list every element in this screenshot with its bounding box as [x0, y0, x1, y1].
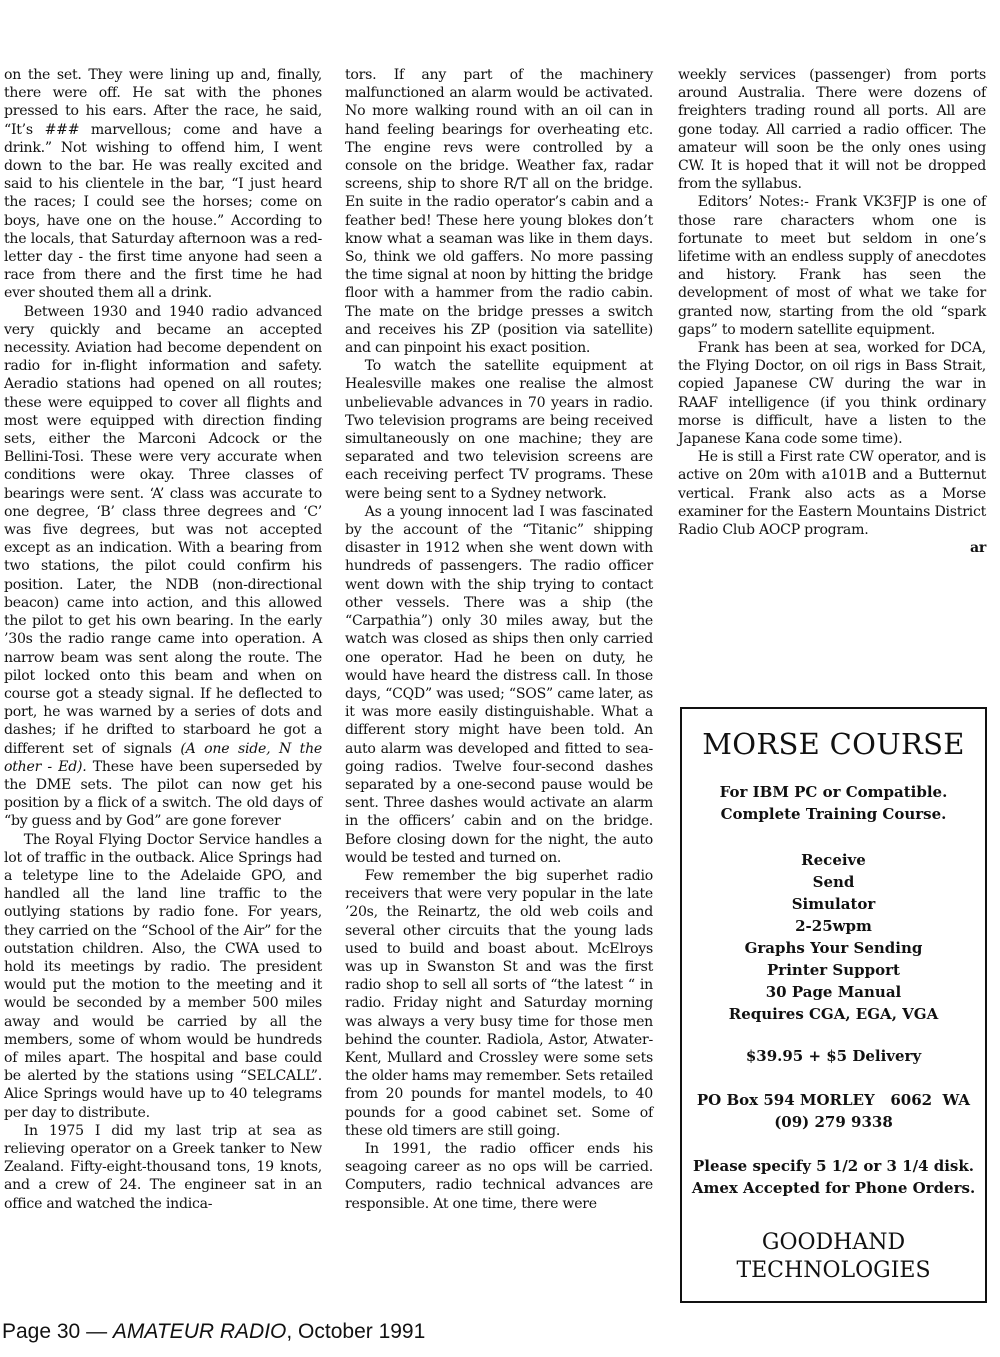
ad-feature: Receive — [801, 851, 866, 869]
ad-address: PO Box 594 MORLEY 6062 WA — [696, 1091, 971, 1109]
ad-company-line: TECHNOLOGIES — [736, 1258, 931, 1283]
paragraph: Few remember the big superhet radio receivers that were very popular in the late ’20s, the Reinartz, the old web coils and several other circuits that the young lads used to build and boast about. McElroys was up in Swanston St and was the first radio shop to sell all sorts of “the latest “ in radio. Friday night and Saturday morning was always a very busy time for those men behind the counter. Radiola, Astor, Atwater-Kent, Mullard and Crossley were some sets the older hams may remember. Sets retailed from 20 pounds for mantel models, to 40 pounds for a good cabinet set. Some of these old timers are still going. — [345, 867, 653, 1139]
paragraph: To watch the satellite equipment at Healesville makes one realise the almost unbelievable advances in 70 years in radio. Two television programs are being received simultaneously on one machine; they are separated and two television screens are each receiving perfect TV programs. These were being sent to a Sydney network. — [345, 358, 653, 502]
ad-subtitle: Complete Training Course. — [720, 805, 947, 823]
ad-feature: Simulator — [791, 895, 876, 913]
footer-page-number: Page 30 — — [2, 1320, 113, 1343]
ad-feature: Send — [812, 873, 855, 891]
ad-price: $39.95 + $5 Delivery — [745, 1047, 922, 1065]
morse-course-advertisement — [680, 707, 987, 1303]
ad-feature: 2-25wpm — [795, 917, 872, 935]
ad-company-line: GOODHAND — [761, 1230, 906, 1255]
footer-date: , October 1991 — [286, 1320, 426, 1343]
author-signature: ar — [969, 540, 986, 557]
paragraph-text: Between 1930 and 1940 radio advanced very quickly and became an accepted necessity. Aviation had become dependent on radio for in-flight information and safety. Aeradio stations had opened on all routes; these were equipped to cover all flights and most were equipped with direction finding sets, either the Marconi Adcock or the Bellini-Tosi. These were very accurate when conditions were okay. Three classes of bearings were sent. ‘A’ class was accurate to one degree, ‘B’ class three degrees and ‘C’ was five degrees, but was not accepted except as an indication. With a bearing from two stations, the pilot could confirm his position. Later, the NDB (non-directional beacon) came into action, and this allowed the pilot to get his own bearing. In the early ’30s the radio range came into operation. A narrow beam was sent along the route. The pilot locked onto this beam and when on course got a steady signal. If he deflected to port, he was warned by a series of dots and dashes; if he drifted to starboard he got a different set of signals — [4, 303, 322, 757]
ad-company — [682, 1229, 985, 1285]
page-footer — [2, 1320, 425, 1344]
ad-title: MORSE COURSE — [702, 727, 965, 761]
paragraph: As a young innocent lad I was fascinated by the account of the “Titanic” shipping disaster in 1912 when she went down with hundreds of passengers. The radio officer went down with the ship trying to contact other vessels. There was a ship (the “Carpathia”) only 30 miles away, but the watch was closed as ships then only carried one operator. Had he been on duty, he would have heard the distress call. In those days, “CQD” was used; “SOS” came later, as it was more easily distinguishable. What a different story might have been told. An auto alarm was developed and fitted to sea-going radios. Twelve four-second dashes separated by a one-second pause would be sent. Three dashes would activate an alarm in the officers’ cabin and on the bridge. Before closing down for the night, the auto would be tested and turned on. — [345, 503, 653, 866]
paragraph: weekly services (passenger) from ports around Australia. There were dozens of freighters trading round all ports. All are gone today. All carried a radio officer. The amateur will soon be the only ones using CW. It is hoped that it will not be dropped from the syllabus. — [678, 67, 986, 193]
paragraph: In 1975 I did my last trip at sea as relieving operator on a Greek tanker to New Zealand. Fifty-eight-thousand tons, 19 knots, and a crew of 24. The engineer sat in an office and watched the indica- — [4, 1122, 322, 1212]
paragraph: He is still a First rate CW operator, and is active on 20m with a101B and a Butternut vertical. Frank also acts as a Morse examiner for the Eastern Mountains District Radio Club AOCP program. — [678, 449, 986, 539]
ad-subtitle: For IBM PC or Compatible. — [719, 783, 948, 801]
paragraph: In 1991, the radio officer ends his seagoing career as no ops will be carried. Computers, radio technical advances are responsible. At one time, there were — [345, 1140, 653, 1212]
ad-feature: 30 Page Manual — [765, 983, 902, 1001]
paragraph-text: These have been superseded by the DME sets. The pilot can now get his position by a flick of a switch. The old days of “by guess and by God” are gone forever — [4, 758, 322, 830]
article-column-3 — [678, 66, 986, 557]
ad-feature: Graphs Your Sending — [744, 939, 923, 957]
article-column-2 — [345, 66, 653, 1213]
paragraph: on the set. They were lining up and, finally, there were off. He sat with the phones pressed to his ears. After the race, he said, “It’s ### marvellous; come and have a drink.” Not wishing to offend him, I went down to the bar. He was really excited and said to his clientele in the bar, “I just heard the races; I could see the horses; come on boys, have one on the house.” According to the locals, that Saturday afternoon was a red-letter day - the first time anyone had seen a race from there and the first time he had ever shouted them all a drink. — [4, 67, 322, 302]
ad-note: Please specify 5 1/2 or 3 1/4 disk. — [693, 1157, 974, 1175]
ad-feature: Requires CGA, EGA, VGA — [728, 1005, 939, 1023]
paragraph — [4, 303, 322, 831]
ad-note: Amex Accepted for Phone Orders. — [691, 1179, 976, 1197]
footer-magazine-title: AMATEUR RADIO — [112, 1320, 287, 1343]
paragraph: Frank has been at sea, worked for DCA, the Flying Doctor, on oil rigs in Bass Strait, copied Japanese CW during the war in RAAF intelligence (if you think ordinary morse is difficult, have a listen to the Japanese Kana code some time). — [678, 340, 986, 448]
paragraph: The Royal Flying Doctor Service handles a lot of traffic in the outback. Alice Springs had a teletype line to the Adelaide GPO, and handled all the land line traffic to the outlying stations by radio fone. For years, they carried on the “School of the Air” for the outstation children. Also, the CWA used to hold its meetings by radio. The president would put the motion to the meeting and it would be seconded by a member 500 miles away and would be carried by all the members, some of whom would be hundreds of miles apart. The hospital and base could be alerted by the stations using “SELCALL”. Alice Springs would have up to 40 telegrams per day to distribute. — [4, 831, 322, 1121]
article-column-1 — [4, 66, 322, 1213]
ad-feature: Printer Support — [767, 961, 900, 979]
ad-phone: (09) 279 9338 — [774, 1113, 893, 1131]
editor-aside: (A one side, N the other - Ed). — [4, 740, 322, 775]
editors-note: Editors’ Notes:- Frank VK3FJP is one of those rare characters whom one is fortunate to meet but seldom in one’s lifetime with an endless supply of anecdotes and history. Frank has seen the development of most of what we take for granted now, starting from the old “spark gaps” to modern satellite equipment. — [678, 194, 986, 338]
paragraph: tors. If any part of the machinery malfunctioned an alarm would be activated. No more walking round with an oil can in hand feeling bearings for overheating etc. The engine revs were controlled by a console on the bridge. Weather fax, radar screens, ship to shore R/T all on the bridge. En suite in the radio operator’s cabin and a feather bed! These here young blokes don’t know what a seaman was like in them days. So, think we old gaffers. No more passing the time signal at noon by hitting the bridge floor with a hammer from the radio cabin. The mate on the bridge presses a switch and receives his ZP (position via satellite) and can pinpoint his exact position. — [345, 67, 653, 357]
